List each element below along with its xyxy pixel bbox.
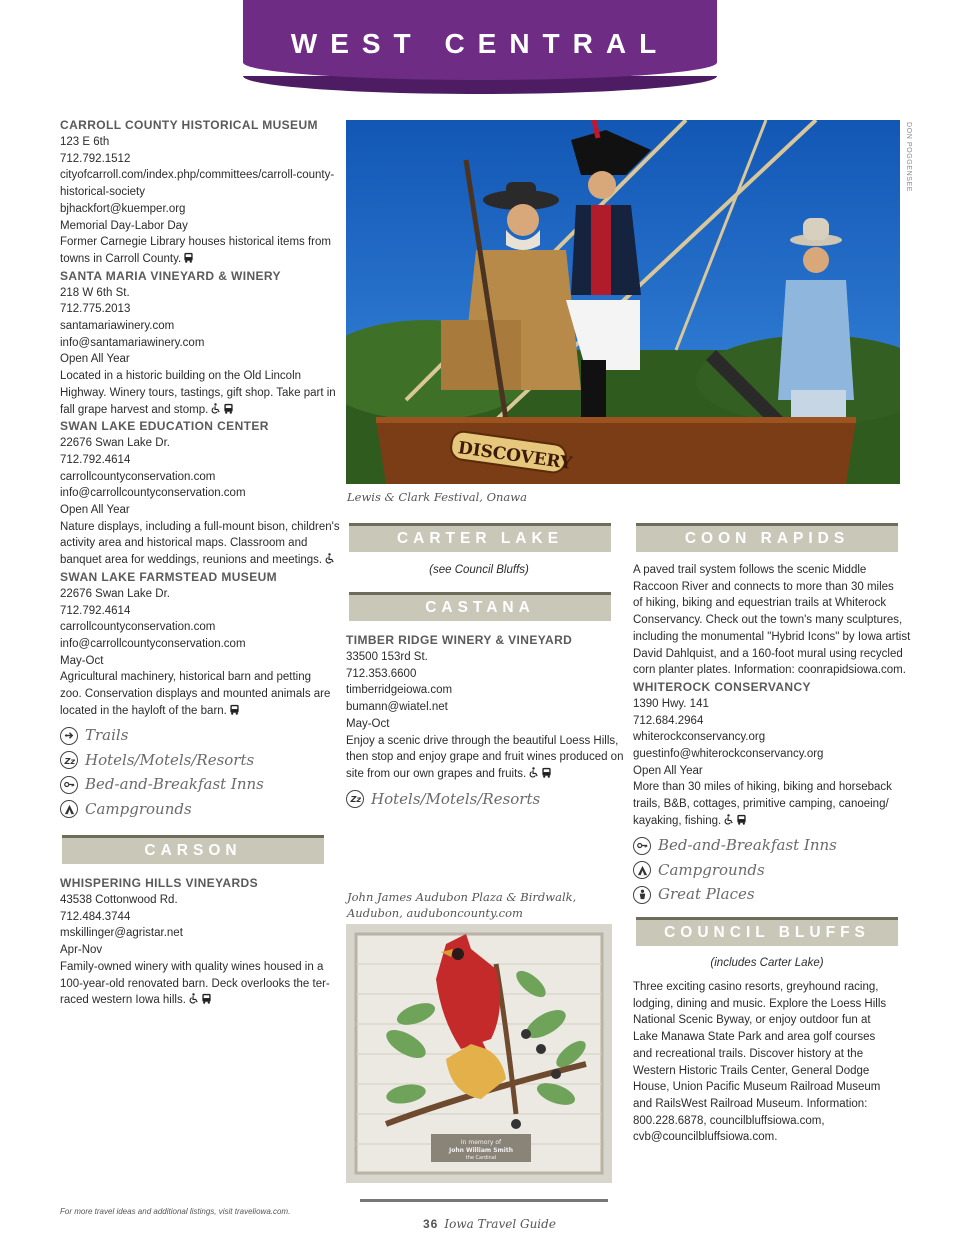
season: Memorial Day-Labor Day [60, 219, 188, 232]
email-link[interactable]: bjhackfort@kuemper.org [60, 202, 186, 215]
address: 22676 Swan Lake Dr. [60, 437, 170, 450]
description: Family-owned winery with quality wines housed in a [60, 960, 324, 973]
coon-rapids-block [633, 562, 911, 907]
listing-title: SWAN LAKE FARMSTEAD MUSEUM [60, 569, 278, 584]
photo-caption: Lewis & Clark Festival, Onawa [347, 490, 527, 504]
coon-rapids-description [633, 562, 911, 679]
legend-label: Hotels/Motels/Resorts [85, 750, 255, 769]
section-header-castana: CASTANA [349, 592, 611, 621]
bnb-key-icon [60, 776, 78, 794]
description: activity area and historical maps. Classroom and [60, 537, 308, 550]
email-link[interactable]: mskillinger@agristar.net [60, 927, 183, 940]
season: Open All Year [633, 764, 703, 777]
address: 43538 Cottonwood Rd. [60, 894, 178, 906]
listing-timber-ridge [346, 632, 624, 811]
description: House, Union Pacific Museum Railroad Museum [633, 1081, 881, 1094]
listing-swan-lake-education [60, 418, 340, 569]
wheelchair-icon [723, 814, 734, 825]
website-link-cont[interactable]: historical-society [60, 186, 145, 199]
bnb-key-icon [633, 837, 651, 855]
description: site from our own grapes and fruits. [346, 767, 527, 780]
legend-label: Campgrounds [658, 860, 765, 879]
season: Open All Year [60, 353, 130, 366]
section-header-carter-lake: CARTER LAKE [349, 523, 611, 552]
section-header-carson: CARSON [62, 835, 324, 864]
legend-list [346, 787, 612, 812]
season: Apr-Nov [60, 944, 103, 957]
listing-carroll-museum [60, 117, 335, 268]
legend-item-campgrounds [633, 858, 901, 883]
listing-title: WHITEROCK CONSERVANCY [633, 679, 811, 694]
listing-title: SANTA MARIA VINEYARD & WINERY [60, 268, 281, 283]
carter-lake-note: (see Council Bluffs) [429, 564, 529, 576]
bus-icon [183, 252, 194, 263]
legend-label: Hotels/Motels/Resorts [371, 789, 541, 808]
page-number: 36 [423, 1217, 439, 1231]
legend-item-bnb [633, 834, 901, 859]
address: 1390 Hwy. 141 [633, 697, 709, 710]
description: kayaking, fishing. [633, 814, 722, 827]
legend-label: Trails [85, 726, 129, 745]
wheelchair-icon [528, 767, 539, 778]
council-bluffs-description [633, 979, 901, 1146]
bus-icon [223, 403, 234, 414]
legend-item-hotels [60, 748, 328, 773]
trails-icon [60, 727, 78, 745]
website-link[interactable]: santamariawinery.com [60, 320, 175, 333]
description: Raccoon River and connects to more than 30 miles [633, 580, 894, 593]
phone: 712.353.6600 [346, 667, 417, 680]
description: Highway. Winery tours, tastings, gift shop. Take part in [60, 386, 336, 399]
cardinal-mosaic-photo [346, 924, 612, 1183]
description: Nature displays, including a full-mount bison, children's [60, 520, 340, 533]
bus-icon [229, 704, 240, 715]
hotel-icon [346, 790, 364, 808]
legend-item-trails [60, 724, 328, 749]
description: towns in Carroll County. [60, 252, 182, 265]
description: of hiking, biking and equestrian trails at Whiterock [633, 597, 887, 610]
campground-icon [633, 861, 651, 879]
description: National Scenic Byway, or enjoy outdoor fun at [633, 1014, 871, 1027]
legend-item-great-places [633, 883, 901, 908]
description: trails, B&B, cottages, primitive camping, canoeing/ [633, 798, 889, 811]
email-link[interactable]: bumann@wiatel.net [346, 701, 448, 714]
mosaic-caption-line: John James Audubon Plaza & Birdwalk, [347, 890, 577, 904]
description: fall grape harvest and stomp. [60, 403, 209, 416]
listing-title: CARROLL COUNTY HISTORICAL MUSEUM [60, 118, 318, 132]
phone: 712.792.1512 [60, 152, 131, 165]
description: David Dahlquist, and a 160-foot mural using recycled [633, 647, 903, 660]
section-header-coon-rapids: COON RAPIDS [636, 523, 898, 552]
description: lodging, dining and music. Explore the Loess Hills [633, 997, 887, 1010]
mosaic-caption [347, 890, 576, 921]
boat-sign: DISCOVERY [456, 438, 574, 474]
legend-label: Bed-and-Breakfast Inns [85, 775, 264, 794]
listing-santa-maria [60, 268, 336, 419]
publication-name: Iowa Travel Guide [444, 1217, 556, 1231]
description: Western Historic Trails Center, General Dodge [633, 1064, 870, 1077]
address: 33500 153rd St. [346, 651, 428, 663]
bus-icon [541, 767, 552, 778]
mosaic-caption-line: Audubon, auduboncounty.com [347, 905, 523, 920]
description: raced western Iowa hills. [60, 994, 186, 1007]
phone: 712.484.3744 [60, 910, 131, 923]
website-link[interactable]: whiterockconservancy.org [633, 731, 766, 744]
bus-icon [201, 993, 212, 1004]
email-link[interactable]: guestinfo@whiterockconservancy.org [633, 748, 824, 761]
legend-list [633, 834, 901, 908]
description: corn planter plates. Information: coonrapidsiowa.com. [633, 664, 906, 677]
legend-label: Campgrounds [85, 799, 192, 818]
phone: 712.792.4614 [60, 604, 131, 617]
website-link[interactable]: cityofcarroll.com/index.php/committees/carroll-county- [60, 169, 335, 182]
description: 800.228.6878, councilbluffsiowa.com, [633, 1114, 825, 1127]
email-link[interactable]: info@santamariawinery.com [60, 336, 205, 349]
footer-note: For more travel ideas and additional listings, visit traveliowa.com. [60, 1207, 291, 1216]
description: including the monumental "Hybrid Icons" by Iowa artist [633, 630, 911, 643]
svg-text:Zz: Zz [349, 794, 361, 805]
description: Agricultural machinery, historical barn and petting [60, 671, 311, 684]
photo-credit: DON POGGENSEE [905, 122, 912, 193]
listing-whispering-hills [60, 875, 328, 1009]
email-link[interactable]: info@carrollcountyconservation.com [60, 637, 246, 650]
website-link[interactable]: carrollcountyconservation.com [60, 621, 216, 634]
listing-whiterock [633, 679, 901, 830]
section-header-council-bluffs: COUNCIL BLUFFS [636, 917, 898, 946]
description: cvb@councilbluffsiowa.com. [633, 1131, 778, 1144]
listing-title: TIMBER RIDGE WINERY & VINEYARD [346, 633, 573, 647]
wheelchair-icon [324, 553, 335, 564]
wheelchair-icon [188, 993, 199, 1004]
email-link[interactable]: info@carrollcountyconservation.com [60, 487, 246, 500]
legend-item-bnb [60, 773, 328, 798]
svg-text:Zz: Zz [63, 755, 75, 766]
website-link[interactable]: carrollcountyconservation.com [60, 470, 216, 483]
phone: 712.684.2964 [633, 714, 704, 727]
listing-title: SWAN LAKE EDUCATION CENTER [60, 419, 269, 434]
footer-divider [360, 1199, 608, 1202]
address: 123 E 6th [60, 136, 110, 148]
description: and RailsWest Railroad Museum. Information: [633, 1097, 868, 1110]
phone: 712.775.2013 [60, 303, 131, 316]
description: Former Carnegie Library houses historical items from [60, 236, 331, 249]
phone: 712.792.4614 [60, 453, 131, 466]
address: 218 W 6th St. [60, 286, 130, 299]
legend-list [60, 724, 328, 822]
description: Three exciting casino resorts, greyhound racing, [633, 981, 879, 993]
hotel-icon [60, 751, 78, 769]
great-places-icon [633, 886, 651, 904]
description: A paved trail system follows the scenic Middle [633, 564, 867, 576]
description: 100-year-old renovated barn. Deck overlooks the ter- [60, 977, 330, 990]
listing-title: WHISPERING HILLS VINEYARDS [60, 876, 258, 890]
description: and recreational trails. Discover history at the [633, 1047, 864, 1060]
website-link[interactable]: timberridgeiowa.com [346, 684, 453, 697]
legend-item-campgrounds [60, 797, 328, 822]
plaque-text: John William Smith [449, 1147, 513, 1154]
description: Conservancy. Check out the town's many sculptures, [633, 614, 903, 627]
description: Enjoy a scenic drive through the beautiful Loess Hills, [346, 734, 619, 747]
plaque-text: the Cardinal [465, 1155, 497, 1161]
campground-icon [60, 800, 78, 818]
council-bluffs-note: (includes Carter Lake) [710, 957, 824, 969]
legend-label: Great Places [658, 885, 755, 904]
description: More than 30 miles of hiking, biking and horseback [633, 781, 892, 794]
festival-photo [346, 120, 900, 484]
description: zoo. Conservation displays and mounted animals are [60, 688, 331, 701]
section-banner [243, 0, 717, 92]
season: May-Oct [346, 717, 390, 730]
description: banquet area for weddings, reunions and meetings. [60, 554, 323, 567]
left-column [60, 117, 340, 822]
season: May-Oct [60, 654, 104, 667]
season: Open All Year [60, 504, 130, 517]
page-footer [423, 1217, 556, 1231]
page-title: WEST CENTRAL [290, 28, 670, 59]
listing-swan-lake-farmstead [60, 569, 331, 720]
legend-item-hotels [346, 787, 612, 812]
bus-icon [736, 814, 747, 825]
description: then stop and enjoy grape and fruit wines produced on [346, 751, 624, 764]
description: located in the hayloft of the barn. [60, 704, 227, 717]
description: Lake Manawa State Park and area golf courses [633, 1031, 876, 1044]
legend-label: Bed-and-Breakfast Inns [658, 836, 837, 855]
wheelchair-icon [210, 403, 221, 414]
address: 22676 Swan Lake Dr. [60, 587, 170, 600]
plaque-text: In memory of [460, 1139, 502, 1146]
description: Located in a historic building on the Old Lincoln [60, 370, 302, 383]
